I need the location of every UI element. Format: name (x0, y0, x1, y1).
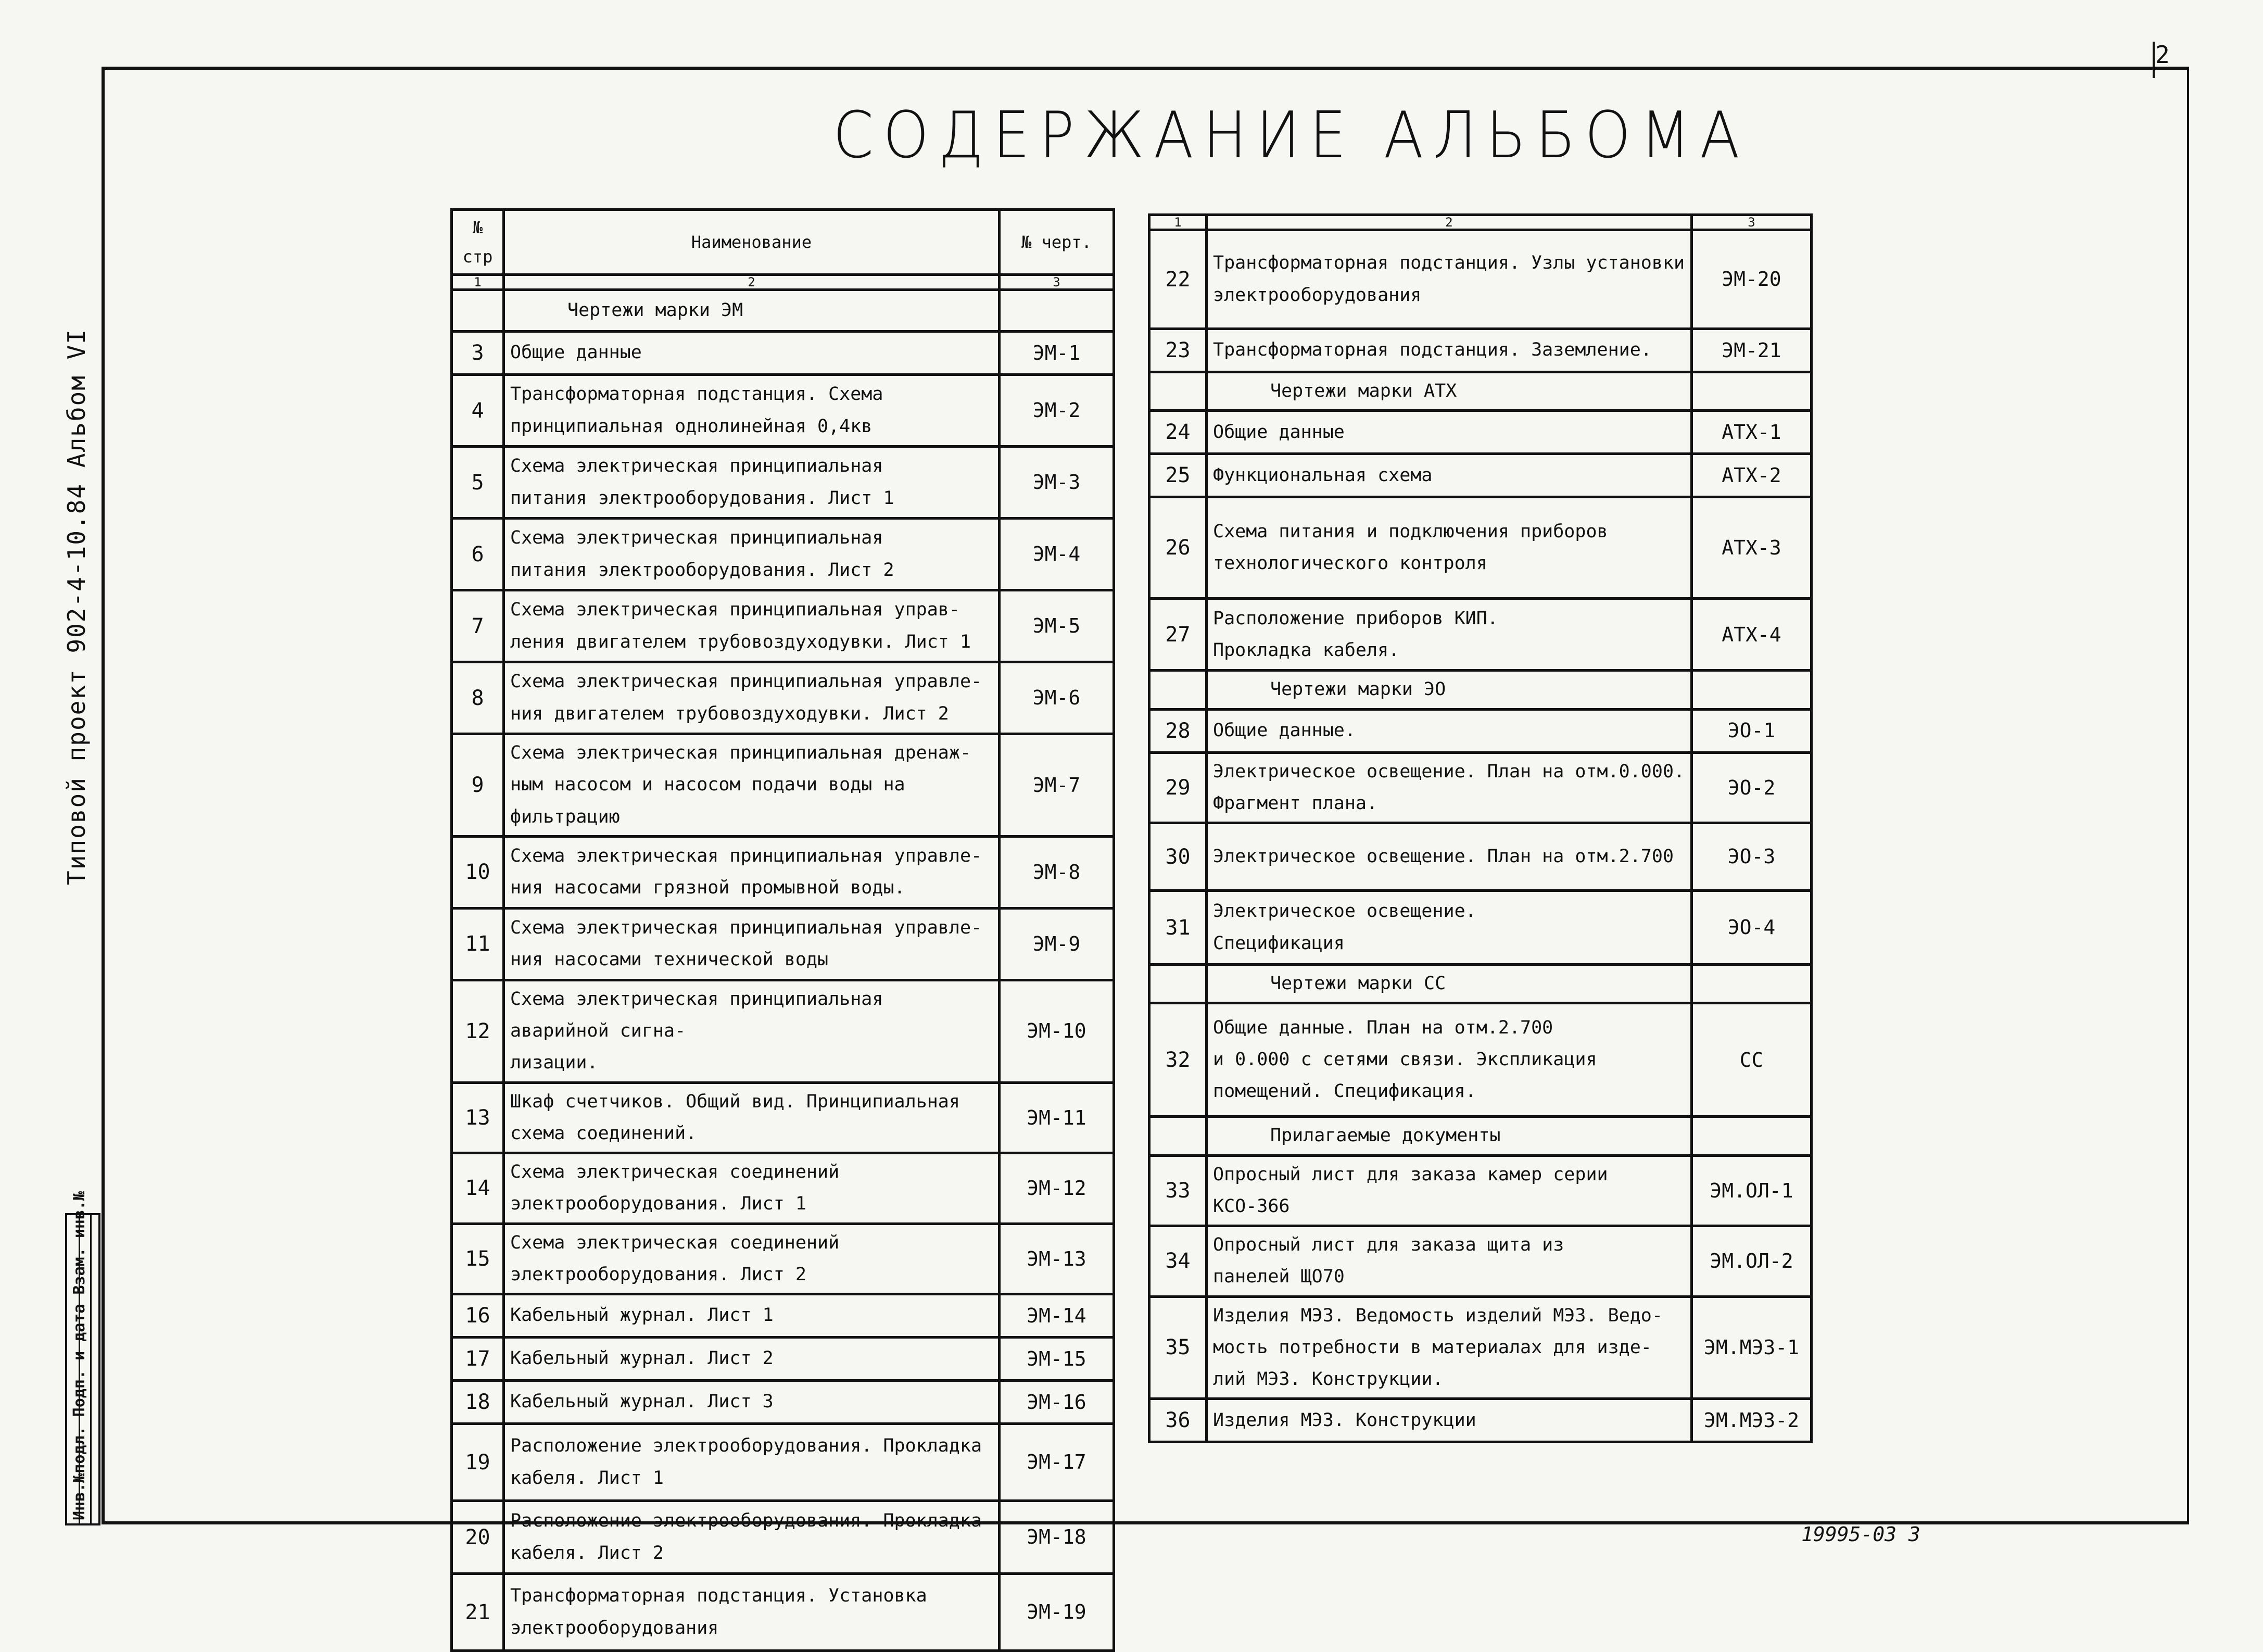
item-line: Спецификация (1213, 932, 1345, 954)
item-line: ния насосами технической воды (510, 949, 829, 970)
item-name-cell (1207, 329, 1692, 372)
column-index-row (452, 275, 1114, 290)
item-line: технологического контроля (1213, 553, 1487, 574)
item-line: Общие данные. (1213, 720, 1356, 741)
drawing-code-cell: ЭМ-9 (1000, 908, 1114, 980)
item-name-cell (504, 980, 1000, 1082)
item-name-cell (504, 1338, 1000, 1381)
item-line: Схема электрическая соединений электрооборудования. Лист 1 (510, 1162, 840, 1215)
page-number-cell: 3 (452, 332, 504, 375)
footer-code: 19995-03 3 (1801, 1523, 1920, 1546)
contents-table-left (450, 208, 1115, 1652)
item-line: мость потребности в материалах для изде- (1213, 1336, 1652, 1358)
drawing-code-cell (1692, 965, 1812, 1003)
page-number-cell: 36 (1149, 1399, 1207, 1442)
item-name-cell (504, 1082, 1000, 1153)
item-line: принципиальная однолинейная 0,4кв (510, 415, 873, 437)
page-number-cell: 28 (1149, 709, 1207, 752)
item-name-cell (1207, 891, 1692, 965)
drawing-code-cell: ЭМ-4 (1000, 519, 1114, 590)
item-line: Схема питания и подключения приборов (1213, 521, 1608, 542)
page-number-cell (1149, 1117, 1207, 1155)
section-blank-cell (452, 290, 504, 332)
column-index-cell: 2 (1207, 215, 1692, 230)
table-row (452, 519, 1114, 590)
table-row (1149, 454, 1812, 497)
section-label-cell (1207, 372, 1692, 411)
table-row (452, 980, 1114, 1082)
item-line: Электрическое освещение. План на отм.0.000. (1213, 761, 1685, 782)
section-blank-cell (1000, 290, 1114, 332)
table-row (1149, 823, 1812, 891)
item-name-cell (504, 662, 1000, 734)
item-name-cell (504, 447, 1000, 519)
item-name-cell (1207, 454, 1692, 497)
item-line: Схема электрическая принципиальная аварийной сигна- (510, 988, 883, 1041)
page-number-cell: 21 (452, 1574, 504, 1651)
table-row (1149, 1399, 1812, 1442)
header-name-cell: Наименование (504, 210, 1000, 275)
table-row (452, 1082, 1114, 1153)
item-line: Схема электрическая принципиальная управле- (510, 671, 982, 692)
table-row (452, 1294, 1114, 1338)
item-line: и 0.000 с сетями связи. Экспликация (1213, 1049, 1597, 1070)
table-row (1149, 1296, 1812, 1399)
table-row (1149, 752, 1812, 823)
item-line: ления двигателем трубовоздуходувки. Лист 1 (510, 631, 971, 652)
table-row (452, 1501, 1114, 1574)
item-line: Схема электрическая принципиальная управ- (510, 599, 960, 621)
item-line: Кабельный журнал. Лист 2 (510, 1348, 774, 1369)
page-number-cell: 16 (452, 1294, 504, 1338)
page-number-cell: 33 (1149, 1155, 1207, 1226)
drawing-code-cell: ЭМ-5 (1000, 590, 1114, 662)
item-line: Электрическое освещение. (1213, 901, 1476, 922)
table-row (1149, 709, 1812, 752)
item-line: электрооборудования (510, 1617, 719, 1638)
page-number: 2 (2155, 41, 2170, 69)
item-line: Прокладка кабеля. (1213, 639, 1400, 661)
drawing-code-cell: ЭМ.ОЛ-2 (1692, 1226, 1812, 1297)
page-number-cell: 31 (1149, 891, 1207, 965)
drawing-frame (102, 67, 2189, 1524)
section-label-cell (1207, 1117, 1692, 1155)
drawing-code-cell: ЭМ-10 (1000, 980, 1114, 1082)
item-line: Схема электрическая соединений электрооборудования. Лист 2 (510, 1232, 840, 1285)
drawing-code-cell: ЭМ-14 (1000, 1294, 1114, 1338)
item-line: Функциональная схема (1213, 464, 1433, 486)
section-row (1149, 671, 1812, 709)
item-name-cell (504, 1501, 1000, 1574)
section-label-cell (1207, 671, 1692, 709)
page-number-divider (2153, 42, 2155, 78)
drawing-code-cell: ЭМ-16 (1000, 1381, 1114, 1424)
drawing-code-cell: ЭМ-18 (1000, 1501, 1114, 1574)
item-line: Прилагаемые документы (1270, 1125, 1501, 1146)
item-line: Схема электрическая принципиальная (510, 456, 883, 477)
item-line: Кабельный журнал. Лист 3 (510, 1391, 774, 1413)
drawing-code-cell: ЭМ-3 (1000, 447, 1114, 519)
item-line: Изделия МЭЗ. Конструкции (1213, 1409, 1476, 1431)
item-name-cell (504, 1153, 1000, 1224)
item-line: Схема электрическая принципиальная дренаж- (510, 742, 971, 763)
drawing-code-cell: ЭМ-1 (1000, 332, 1114, 375)
item-name-cell (504, 332, 1000, 375)
item-line: Чертежи марки СС (1270, 973, 1446, 994)
item-name-cell (504, 1294, 1000, 1338)
drawing-code-cell: ЭМ-2 (1000, 375, 1114, 447)
drawing-code-cell: ЭМ-21 (1692, 329, 1812, 372)
item-line: питания электрооборудования. Лист 1 (510, 487, 894, 509)
item-line: Чертежи марки ЭО (1270, 679, 1446, 700)
page-number-cell: 14 (452, 1153, 504, 1224)
page-number-cell (1149, 965, 1207, 1003)
item-name-cell (504, 1574, 1000, 1651)
table-row (1149, 1003, 1812, 1117)
item-line: лизации. (510, 1052, 598, 1074)
drawing-code-cell: СС (1692, 1003, 1812, 1117)
table-row (1149, 230, 1812, 329)
section-row (1149, 1117, 1812, 1155)
page-number-cell: 22 (1149, 230, 1207, 329)
page-number-cell: 32 (1149, 1003, 1207, 1117)
column-index-cell: 3 (1692, 215, 1812, 230)
column-index-cell: 3 (1000, 275, 1114, 290)
table-row (452, 1381, 1114, 1424)
drawing-code-cell: ЭМ.ОЛ-1 (1692, 1155, 1812, 1226)
item-name-cell (504, 836, 1000, 908)
drawing-code-cell (1692, 671, 1812, 709)
page-number-cell: 10 (452, 836, 504, 908)
item-name-cell (1207, 709, 1692, 752)
drawing-code-cell: ЭМ-20 (1692, 230, 1812, 329)
item-name-cell (504, 1424, 1000, 1501)
column-index-cell: 1 (452, 275, 504, 290)
side-project-label: Типовой проект 902-4-10.84 Альбом VI (62, 329, 91, 885)
item-name-cell (504, 519, 1000, 590)
section-label-cell (1207, 965, 1692, 1003)
item-name-cell (504, 1381, 1000, 1424)
table-row (452, 1153, 1114, 1224)
item-line: КСО-366 (1213, 1195, 1290, 1217)
table-row (1149, 891, 1812, 965)
approval-stamp-text: Инв.№подл. Подп. и дата Взам. инв.№ (70, 1191, 89, 1520)
drawing-code-cell: ЭМ-19 (1000, 1574, 1114, 1651)
item-line: Чертежи марки АТХ (1270, 381, 1457, 401)
table-row (452, 332, 1114, 375)
item-line: Схема электрическая принципиальная управле- (510, 846, 982, 866)
item-name-cell (504, 1224, 1000, 1294)
table-row (1149, 599, 1812, 671)
item-line: Опросный лист для заказа щита из (1213, 1234, 1564, 1255)
drawing-code-cell: ЭМ.МЭЗ-1 (1692, 1296, 1812, 1399)
item-line: Схема электрическая принципиальная управле- (510, 917, 982, 938)
item-name-cell (504, 590, 1000, 662)
table-row (452, 1424, 1114, 1501)
page-number-cell (1149, 671, 1207, 709)
drawing-code-cell: ЭО-3 (1692, 823, 1812, 891)
page-number-cell: 24 (1149, 411, 1207, 454)
contents-table-right (1148, 213, 1813, 1443)
page-number-cell: 11 (452, 908, 504, 980)
table-row (452, 1224, 1114, 1294)
page-number-cell: 27 (1149, 599, 1207, 671)
section-row (452, 290, 1114, 332)
table-row (452, 908, 1114, 980)
item-line: помещений. Спецификация. (1213, 1081, 1476, 1102)
page-number-cell: 13 (452, 1082, 504, 1153)
item-name-cell (1207, 497, 1692, 599)
page-number-cell: 4 (452, 375, 504, 447)
drawing-code-cell: ЭМ-11 (1000, 1082, 1114, 1153)
drawing-code-cell: ЭМ-12 (1000, 1153, 1114, 1224)
drawing-code-cell: ЭМ-15 (1000, 1338, 1114, 1381)
page-number-cell: 23 (1149, 329, 1207, 372)
item-name-cell (1207, 411, 1692, 454)
item-line: Кабельный журнал. Лист 1 (510, 1305, 774, 1326)
page-number-cell: 19 (452, 1424, 504, 1501)
item-name-cell (504, 375, 1000, 447)
item-name-cell (1207, 1296, 1692, 1399)
header-code-cell: № черт. (1000, 210, 1114, 275)
item-line: Общие данные (1213, 421, 1345, 443)
item-line: Фрагмент плана. (1213, 792, 1378, 814)
item-line: кабеля. Лист 2 (510, 1542, 664, 1563)
drawing-code-cell: ЭМ-17 (1000, 1424, 1114, 1501)
item-line: Общие данные (510, 342, 642, 363)
page-number-cell: 35 (1149, 1296, 1207, 1399)
item-line: Расположение приборов КИП. (1213, 608, 1498, 629)
item-name-cell (1207, 1003, 1692, 1117)
page-number-cell: 12 (452, 980, 504, 1082)
item-line: Шкаф счетчиков. Общий вид. Принципиальная схема соединений. (510, 1091, 960, 1144)
item-line: кабеля. Лист 1 (510, 1467, 664, 1489)
page-number-cell: 26 (1149, 497, 1207, 599)
table-row (1149, 497, 1812, 599)
drawing-code-cell: ЭМ.МЭЗ-2 (1692, 1399, 1812, 1442)
table-row (1149, 1226, 1812, 1297)
column-index-cell: 2 (504, 275, 1000, 290)
page-number-cell: 8 (452, 662, 504, 734)
item-line: Трансформаторная подстанция. Установка (510, 1585, 927, 1607)
item-line: электрооборудования (1213, 284, 1422, 306)
page-number-cell: 20 (452, 1501, 504, 1574)
page-number-cell: 25 (1149, 454, 1207, 497)
item-name-cell (1207, 599, 1692, 671)
drawing-code-cell: ЭМ-7 (1000, 734, 1114, 837)
page-number-cell: 6 (452, 519, 504, 590)
table-row (452, 590, 1114, 662)
table-row (1149, 329, 1812, 372)
drawing-code-cell: ЭО-1 (1692, 709, 1812, 752)
section-row (1149, 965, 1812, 1003)
item-line: ным насосом и насосом подачи воды на фильтрацию (510, 774, 905, 827)
item-line: Трансформаторная подстанция. Узлы установки (1213, 253, 1685, 274)
page-number-cell: 15 (452, 1224, 504, 1294)
drawing-code-cell: АТХ-1 (1692, 411, 1812, 454)
drawing-code-cell: ЭО-4 (1692, 891, 1812, 965)
item-name-cell (1207, 823, 1692, 891)
page-number-cell: 17 (452, 1338, 504, 1381)
drawing-code-cell: ЭМ-6 (1000, 662, 1114, 734)
item-name-cell (1207, 1226, 1692, 1297)
header-row (452, 210, 1114, 275)
page-number-cell: 7 (452, 590, 504, 662)
drawing-code-cell: ЭО-2 (1692, 752, 1812, 823)
drawing-code-cell (1692, 372, 1812, 411)
table-row (1149, 411, 1812, 454)
drawing-code-cell (1692, 1117, 1812, 1155)
item-name-cell (504, 734, 1000, 837)
item-name-cell (1207, 1155, 1692, 1226)
page-number-cell: 9 (452, 734, 504, 837)
item-name-cell (504, 908, 1000, 980)
item-name-cell (1207, 752, 1692, 823)
table-row (452, 734, 1114, 837)
section-label-cell: Чертежи марки ЭМ (504, 290, 1000, 332)
item-line: Схема электрическая принципиальная (510, 527, 883, 549)
page-number-cell: 29 (1149, 752, 1207, 823)
item-line: Опросный лист для заказа камер серии (1213, 1164, 1608, 1185)
table-row (452, 375, 1114, 447)
page-title: СОДЕРЖАНИЕ АЛЬБОМА (833, 98, 1749, 173)
page-number-cell: 34 (1149, 1226, 1207, 1297)
section-row (1149, 372, 1812, 411)
drawing-code-cell: АТХ-3 (1692, 497, 1812, 599)
item-line: ния двигателем трубовоздуходувки. Лист 2 (510, 703, 949, 724)
drawing-code-cell: АТХ-2 (1692, 454, 1812, 497)
item-name-cell (1207, 230, 1692, 329)
table-row (452, 662, 1114, 734)
table-row (452, 836, 1114, 908)
page-number-cell: 5 (452, 447, 504, 519)
item-name-cell (1207, 1399, 1692, 1442)
item-line: Электрическое освещение. План на отм.2.700 (1213, 846, 1674, 867)
page-number-cell (1149, 372, 1207, 411)
page-number-cell: 18 (452, 1381, 504, 1424)
item-line: панелей ЩО70 (1213, 1266, 1345, 1288)
item-line: Расположение электрооборудования. Прокладка (510, 1510, 982, 1532)
item-line: ния насосами грязной промывной воды. (510, 877, 905, 899)
table-row (452, 1338, 1114, 1381)
item-line: Общие данные. План на отм.2.700 (1213, 1017, 1553, 1038)
item-line: питания электрооборудования. Лист 2 (510, 559, 894, 581)
table-row (452, 1574, 1114, 1651)
header-num-cell: № стр (452, 210, 504, 275)
page-number-cell: 30 (1149, 823, 1207, 891)
item-line: Изделия МЭЗ. Ведомость изделий МЭЗ. Ведо- (1213, 1305, 1663, 1326)
drawing-code-cell: ЭМ-8 (1000, 836, 1114, 908)
column-index-row (1149, 215, 1812, 230)
item-line: Трансформаторная подстанция. Схема (510, 384, 883, 405)
item-line: лий МЭЗ. Конструкции. (1213, 1369, 1444, 1390)
item-line: Трансформаторная подстанция. Заземление. (1213, 339, 1652, 361)
item-line: Расположение электрооборудования. Прокладка (510, 1435, 982, 1457)
column-index-cell: 1 (1149, 215, 1207, 230)
drawing-code-cell: ЭМ-13 (1000, 1224, 1114, 1294)
drawing-code-cell: АТХ-4 (1692, 599, 1812, 671)
table-row (1149, 1155, 1812, 1226)
table-row (452, 447, 1114, 519)
